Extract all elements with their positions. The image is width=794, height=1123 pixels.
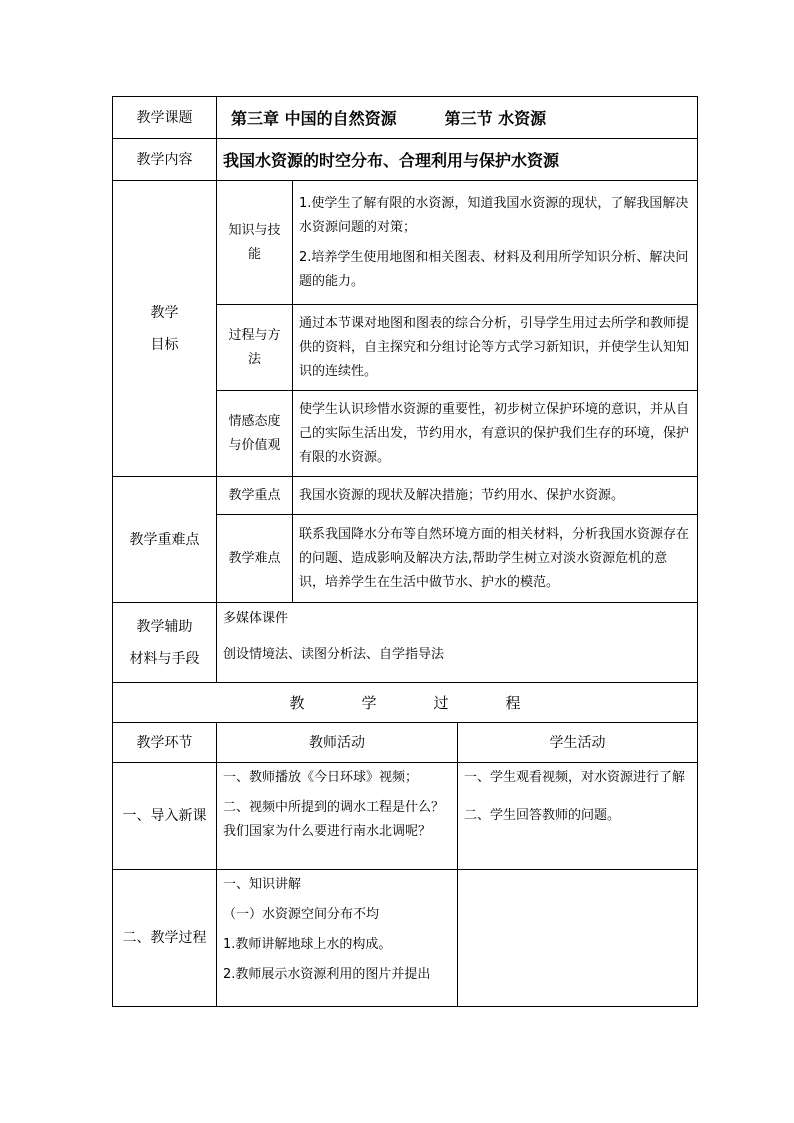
teaching-teacher (217, 870, 458, 1007)
objectives-label-line1: 教学 (150, 304, 179, 321)
intro-teacher-p2: 二、视频中所提到的调水工程是什么？我们国家为什么要进行南水北调呢？ (223, 800, 445, 839)
process-label (217, 305, 293, 391)
header-student: 学生活动 (458, 723, 698, 763)
intro-student-p2: 二、学生回答教师的问题。 (464, 808, 621, 823)
teaching-line-2: （一）水资源空间分布不均 (223, 907, 380, 922)
focus-row (113, 477, 698, 515)
header-teacher: 教师活动 (217, 723, 458, 763)
teaching-stage: 二、教学过程 (113, 870, 217, 1007)
content-row (113, 139, 698, 181)
lesson-plan-table (112, 96, 698, 1007)
attitude-text: 使学生认识珍惜水资源的重要性，初步树立保护环境的意识，并从自己的实际生活出发，节约用水，有意识的保护我们生存的环境，保护有限的水资源。 (293, 391, 698, 477)
content-value: 我国水资源的时空分布、合理利用与保护水资源 (217, 139, 698, 181)
objectives-label-line2: 目标 (150, 336, 179, 353)
teaching-line-1: 一、知识讲解 (223, 877, 302, 892)
process-title-char-2: 学 (361, 694, 377, 712)
aids-label-line2: 材料与手段 (129, 650, 200, 667)
teaching-student (458, 870, 698, 1007)
objectives-label (113, 181, 217, 477)
aids-line1: 多媒体课件 (223, 611, 289, 626)
intro-stage: 一、导入新课 (113, 763, 217, 870)
process-label-line1: 过程与方 (228, 327, 281, 343)
aids-text (217, 603, 698, 683)
aids-row (113, 603, 698, 683)
process-label-line2: 法 (247, 351, 261, 367)
knowledge-label-line2: 能 (247, 246, 261, 262)
knowledge-text (293, 181, 698, 305)
aids-line2: 创设情境法、读图分析法、自学指导法 (223, 647, 445, 662)
aids-label (113, 603, 217, 683)
attitude-label-line2: 与价值观 (228, 437, 281, 453)
process-title-char-4: 程 (505, 694, 521, 712)
process-title (113, 683, 698, 723)
topic-value (217, 97, 698, 139)
attitude-label (217, 391, 293, 477)
header-stage: 教学环节 (113, 723, 217, 763)
content-label: 教学内容 (113, 139, 217, 181)
knowledge-p2: 2.培养学生使用地图和相关图表、材料及利用所学知识分析、解决问题的能力。 (299, 249, 689, 289)
teaching-row (113, 870, 698, 1007)
knowledge-label-line1: 知识与技 (228, 222, 281, 238)
intro-row (113, 763, 698, 870)
process-title-char-3: 过 (433, 694, 449, 712)
intro-student-p1: 一、学生观看视频，对水资源进行了解 (464, 770, 686, 785)
teaching-line-4: 2.教师展示水资源利用的图片并提出 (223, 967, 431, 982)
process-header-row (113, 723, 698, 763)
intro-teacher (217, 763, 458, 870)
process-title-char-1: 教 (289, 694, 305, 712)
topic-section: 第三节 水资源 (444, 109, 547, 128)
objective-knowledge-row (113, 181, 698, 305)
topic-chapter: 第三章 中国的自然资源 (231, 109, 397, 128)
difficulty-text: 联系我国降水分布等自然环境方面的相关材料，分析我国水资源存在的问题、造成影响及解决方法,帮助学生树立对淡水资源危机的意识，培养学生在生活中做节水、护水的模范。 (293, 515, 698, 603)
difficulty-label: 教学难点 (217, 515, 293, 603)
keypoints-label: 教学重难点 (113, 477, 217, 603)
teaching-line-3: 1.教师讲解地球上水的构成。 (223, 937, 392, 952)
focus-label: 教学重点 (217, 477, 293, 515)
topic-row (113, 97, 698, 139)
process-title-row (113, 683, 698, 723)
knowledge-p1: 1.使学生了解有限的水资源，知道我国水资源的现状，了解我国解决水资源问题的对策； (299, 195, 689, 235)
knowledge-label (217, 181, 293, 305)
focus-text: 我国水资源的现状及解决措施；节约用水、保护水资源。 (293, 477, 698, 515)
attitude-label-line1: 情感态度 (228, 413, 281, 429)
intro-teacher-p1: 一、教师播放《今日环球》视频； (223, 770, 419, 785)
topic-label: 教学课题 (113, 97, 217, 139)
process-text: 通过本节课对地图和图表的综合分析，引导学生用过去所学和教师提供的资料，自主探究和分组讨论等方式学习新知识，并使学生认知知识的连续性。 (293, 305, 698, 391)
intro-student (458, 763, 698, 870)
aids-label-line1: 教学辅助 (136, 618, 193, 635)
